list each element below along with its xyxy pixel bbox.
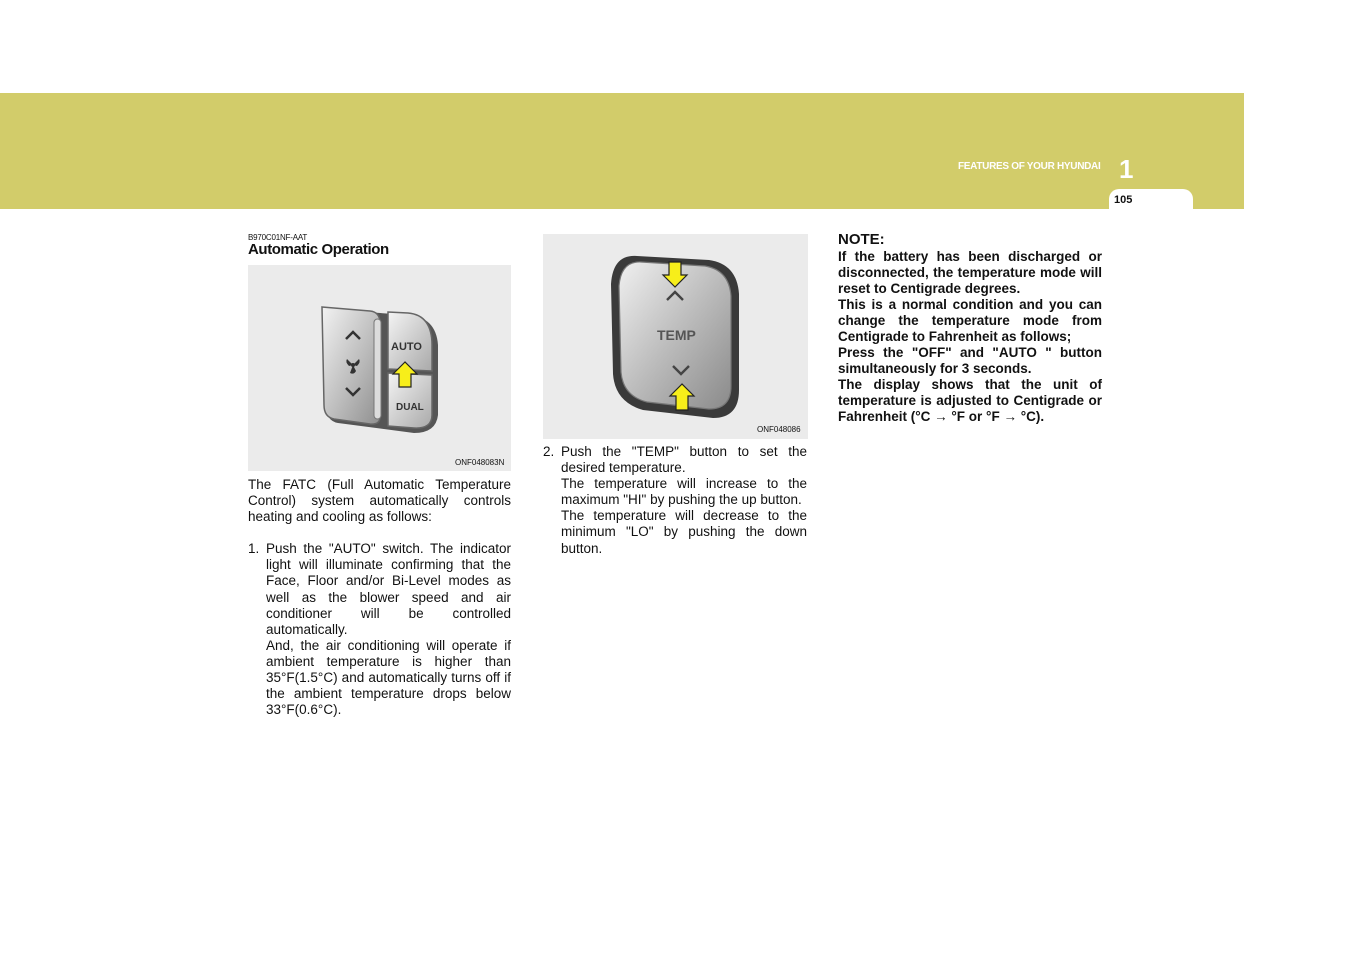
left-column-text <box>248 477 511 718</box>
step-2-number: 2. <box>543 444 555 459</box>
note-paragraph-3: Press the "OFF" and "AUTO " button simultaneously for 3 seconds. <box>838 345 1102 376</box>
auto-dual-switch-illustration <box>248 265 511 471</box>
step-1 <box>248 541 511 718</box>
temp-figure <box>543 234 808 439</box>
note-paragraph-4: The display shows that the unit of temperature is adjusted to Centigrade or Fahrenheit (°C → °F or °F → °C). <box>838 377 1102 424</box>
step-2 <box>543 444 807 557</box>
note-paragraph-2: This is a normal condition and you can change the temperature mode from Centigrade to Fahrenheit as follows; <box>838 297 1102 344</box>
intro-paragraph: The FATC (Full Automatic Temperature Control) system automatically controls heating and cooling as follows: <box>248 477 511 525</box>
section-code: B970C01NF-AAT <box>248 233 308 242</box>
step-2-detail-2: The temperature will decrease to the minimum "LO" by pushing the down button. <box>561 508 807 556</box>
temp-button-illustration <box>543 234 808 439</box>
figure-caption: ONF048086 <box>757 425 801 434</box>
auto-dual-figure <box>248 265 511 471</box>
middle-column-text <box>543 444 807 557</box>
header-band <box>0 93 1244 209</box>
note-paragraph-1: If the battery has been discharged or disconnected, the temperature mode will reset to Centigrade degrees. <box>838 249 1102 296</box>
dual-button-label: DUAL <box>396 402 424 413</box>
section-title: FEATURES OF YOUR HYUNDAI <box>958 161 1101 172</box>
section-heading: Automatic Operation <box>248 241 389 258</box>
step-1-number: 1. <box>248 541 260 557</box>
step-2-detail-1: The temperature will increase to the maximum "HI" by pushing the up button. <box>561 476 807 508</box>
figure-caption: ONF048083N <box>455 458 505 467</box>
step-2-text: Push the "TEMP" button to set the desired temperature. <box>561 444 807 476</box>
chapter-number: 1 <box>1119 154 1134 184</box>
page-number: 105 <box>1114 194 1133 206</box>
temp-button-label: TEMP <box>657 327 696 343</box>
step-1-detail: And, the air conditioning will operate if ambient temperature is higher than 35°F(1.5°C) and automatically turns off if the ambient temperature drops below 33°F(0.6°C). <box>266 637 511 718</box>
auto-button-label: AUTO <box>391 341 422 353</box>
note-box <box>838 230 1102 425</box>
step-1-text: Push the "AUTO" switch. The indicator light will illuminate confirming that the Face, Floor and/or Bi-Level modes as well as the blower speed and air conditioner will be controlled automatically. <box>266 541 511 637</box>
note-title: NOTE: <box>838 231 885 248</box>
